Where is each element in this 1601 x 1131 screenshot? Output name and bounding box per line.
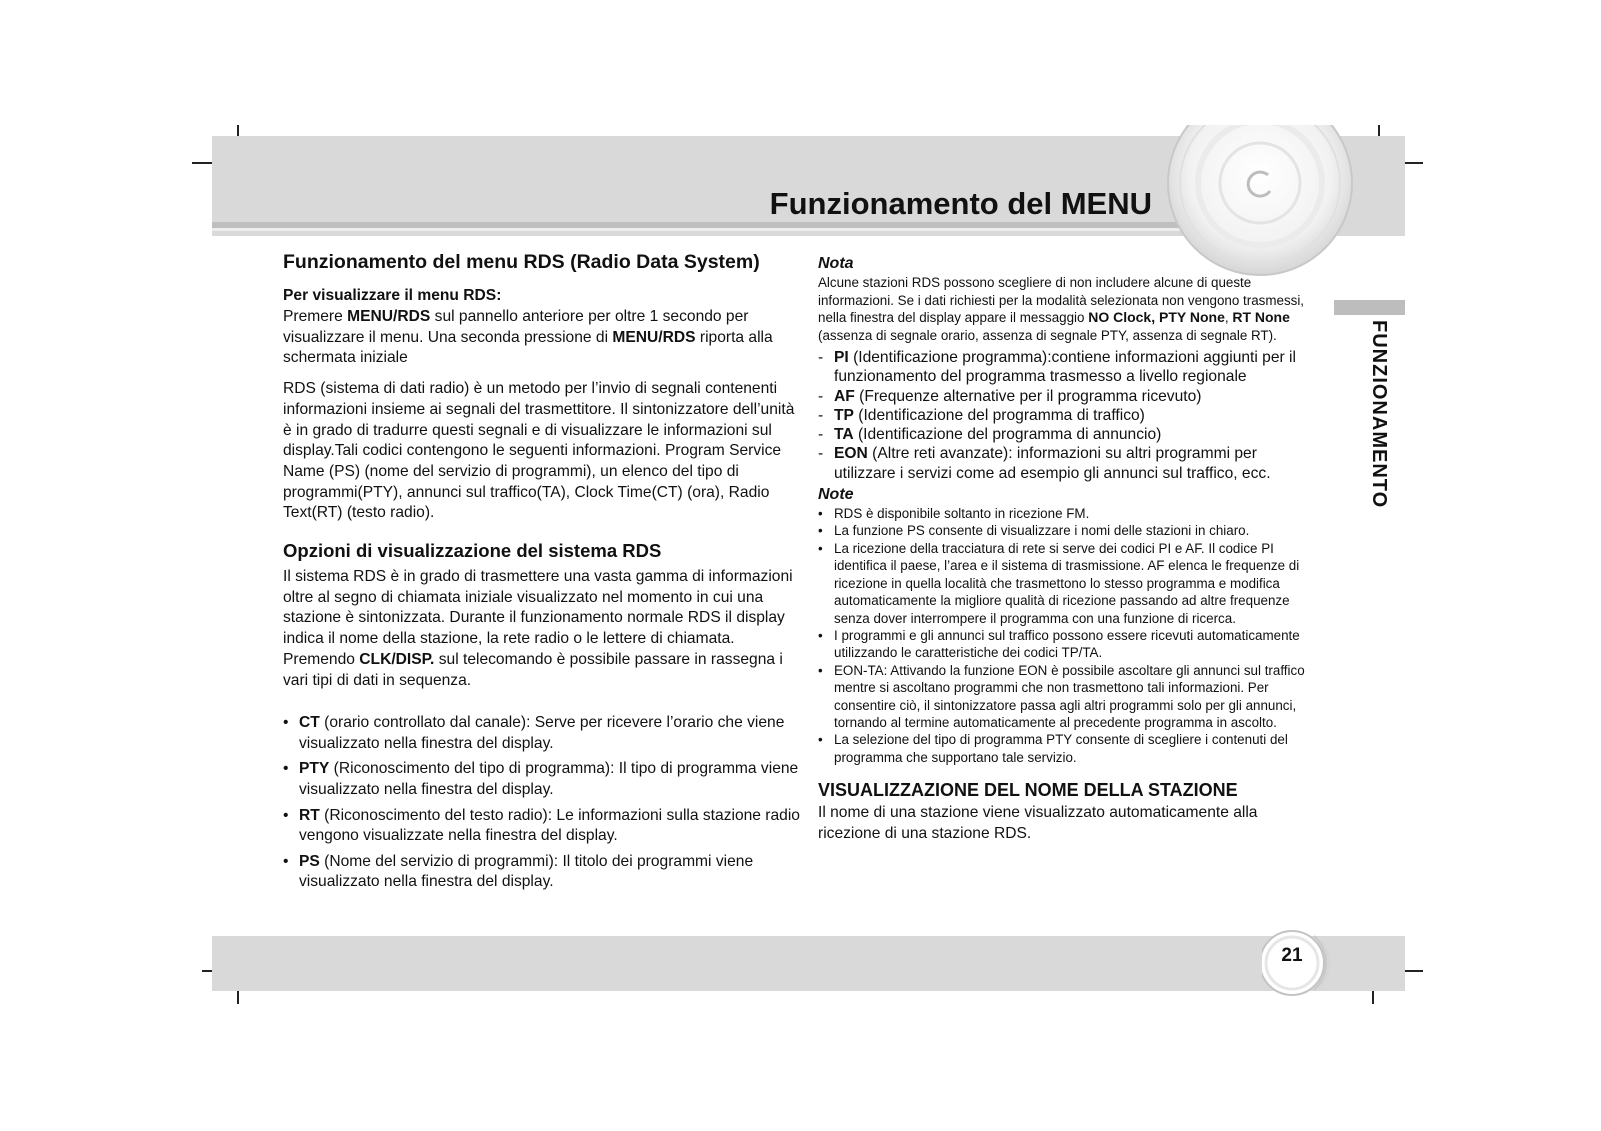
page-number: 21: [1281, 945, 1303, 966]
list-item: • La selezione del tipo di programma PTY consente di scegliere i contenuti del programma che supportano tale servizio.: [818, 731, 1318, 766]
list-item: • PS (Nome del servizio di programmi): Il titolo dei programmi viene visualizzato nella finestra del display.: [283, 852, 803, 893]
list-item: • RDS è disponibile soltanto in ricezione FM.: [818, 505, 1318, 522]
list-item: - TA (Identificazione del programma di annuncio): [818, 425, 1338, 444]
paragraph: RDS (sistema di dati radio) è un metodo per l’invio di segnali contenenti informazioni insieme ai segnali del trasmettitore. Il sintonizzatore dell’unità è in grado di tradurre questi segnali e di visualizzare le informazioni sul display.Tali codici contengono le seguenti informazioni. Program Service Name (PS) (nome del servizio di programmi), un elenco del tipo di programmi(PTY), annunci sul traffico(TA), Clock Time(CT) (ora), Radio Text(RT) (testo radio).: [283, 380, 795, 522]
paragraph: Il sistema RDS è in grado di trasmettere una vasta gamma di informazioni oltre al segno di chiamata iniziale visualizzato nel momento in cui una stazione è sintonizzata. Durante il funzionamento normale RDS il display indica il nome della stazione, la rete radio o le lettere di chiamata. Premendo CLK/DISP. sul telecomando è possibile passare in rassegna i vari tipi di dati in sequenza.: [283, 568, 793, 689]
list-item: - AF (Frequenze alternative per il programma ricevuto): [818, 387, 1338, 406]
subheading: Per visualizzare il menu RDS:: [283, 287, 502, 304]
right-column: [818, 254, 1338, 845]
note-title: Note: [818, 486, 854, 504]
list-item: - TP (Identificazione del programma di traffico): [818, 406, 1338, 425]
nota-text: Alcune stazioni RDS possono scegliere di non includere alcune di queste informazioni. Se i dati richiesti per la modalità selezionata non vengono trasmessi, nella finestra del display appare il messaggio NO Clock, PTY None, RT None (assenza di segnale orario, assenza di segnale PTY, assenza di segnale RT).: [818, 275, 1305, 343]
paragraph: Premere MENU/RDS sul pannello anteriore per oltre 1 secondo per visualizzare il menu. Una seconda pressione di MENU/RDS riporta alla schermata iniziale: [283, 308, 773, 367]
list-item: • PTY (Riconoscimento del tipo di programma): Il tipo di programma viene visualizzato nella finestra del display.: [283, 759, 803, 800]
list-item: • I programmi e gli annunci sul traffico possono essere ricevuti automaticamente utilizzando le caratteristiche dei codici TP/TA.: [818, 627, 1318, 662]
section-heading: Opzioni di visualizzazione del sistema RDS: [283, 540, 662, 562]
nota-title: Nota: [818, 255, 854, 272]
paragraph: Il nome di una stazione viene visualizzato automaticamente alla ricezione di una stazione RDS.: [818, 804, 1258, 842]
section-heading: VISUALIZZAZIONE DEL NOME DELLA STAZIONE: [818, 780, 1238, 801]
list-item: - PI (Identificazione programma):contiene informazioni aggiunti per il funzionamento del programma trasmesso a livello regionale: [818, 348, 1338, 387]
page-title: Funzionamento del MENU: [769, 186, 1152, 221]
header-underline-highlight: [212, 228, 1202, 231]
side-tab-label: FUNZIONAMENTO: [1368, 320, 1390, 509]
list-item: • CT (orario controllato dal canale): Serve per ricevere l’orario che viene visualizzato nella finestra del display.: [283, 713, 803, 754]
side-tab-bar: [1334, 300, 1405, 315]
list-item: - EON (Altre reti avanzate): informazioni su altri programmi per utilizzare i servizi come ad esempio gli annunci sul traffico, ecc.: [818, 444, 1304, 483]
list-item: • RT (Riconoscimento del testo radio): Le informazioni sulla stazione radio vengono visualizzate nella finestra del display.: [283, 806, 803, 847]
note-list: [818, 505, 1318, 766]
section-heading: Funzionamento del menu RDS (Radio Data System): [283, 251, 760, 273]
list-item: • La funzione PS consente di visualizzare i nomi delle stazioni in chiaro.: [818, 522, 1318, 539]
list-item: • La ricezione della tracciatura di rete si serve dei codici PI e AF. Il codice PI identifica il paese, l’area e il sistema di trasmissione. AF elenca le frequenze di ricezione in quella località che trasmettono lo stesso programma e modifica automaticamente la migliore qualità di ricezione passando ad altre frequenze senza dover interrompere il programma con una funzione di ricerca.: [818, 540, 1318, 627]
dash-list: [818, 348, 1338, 483]
left-column: [283, 249, 803, 898]
footer-band: [212, 936, 1405, 991]
list-item: • EON-TA: Attivando la funzione EON è possibile ascoltare gli annunci sul traffico mentre si ascoltano programmi che non trasmettono tali informazioni. Per consentire ciò, il sintonizzatore passa agli altri programmi solo per gli annunci, tornando al termine automaticamente al precedente programma in ascolto.: [818, 662, 1318, 732]
bullet-list: [283, 713, 803, 893]
